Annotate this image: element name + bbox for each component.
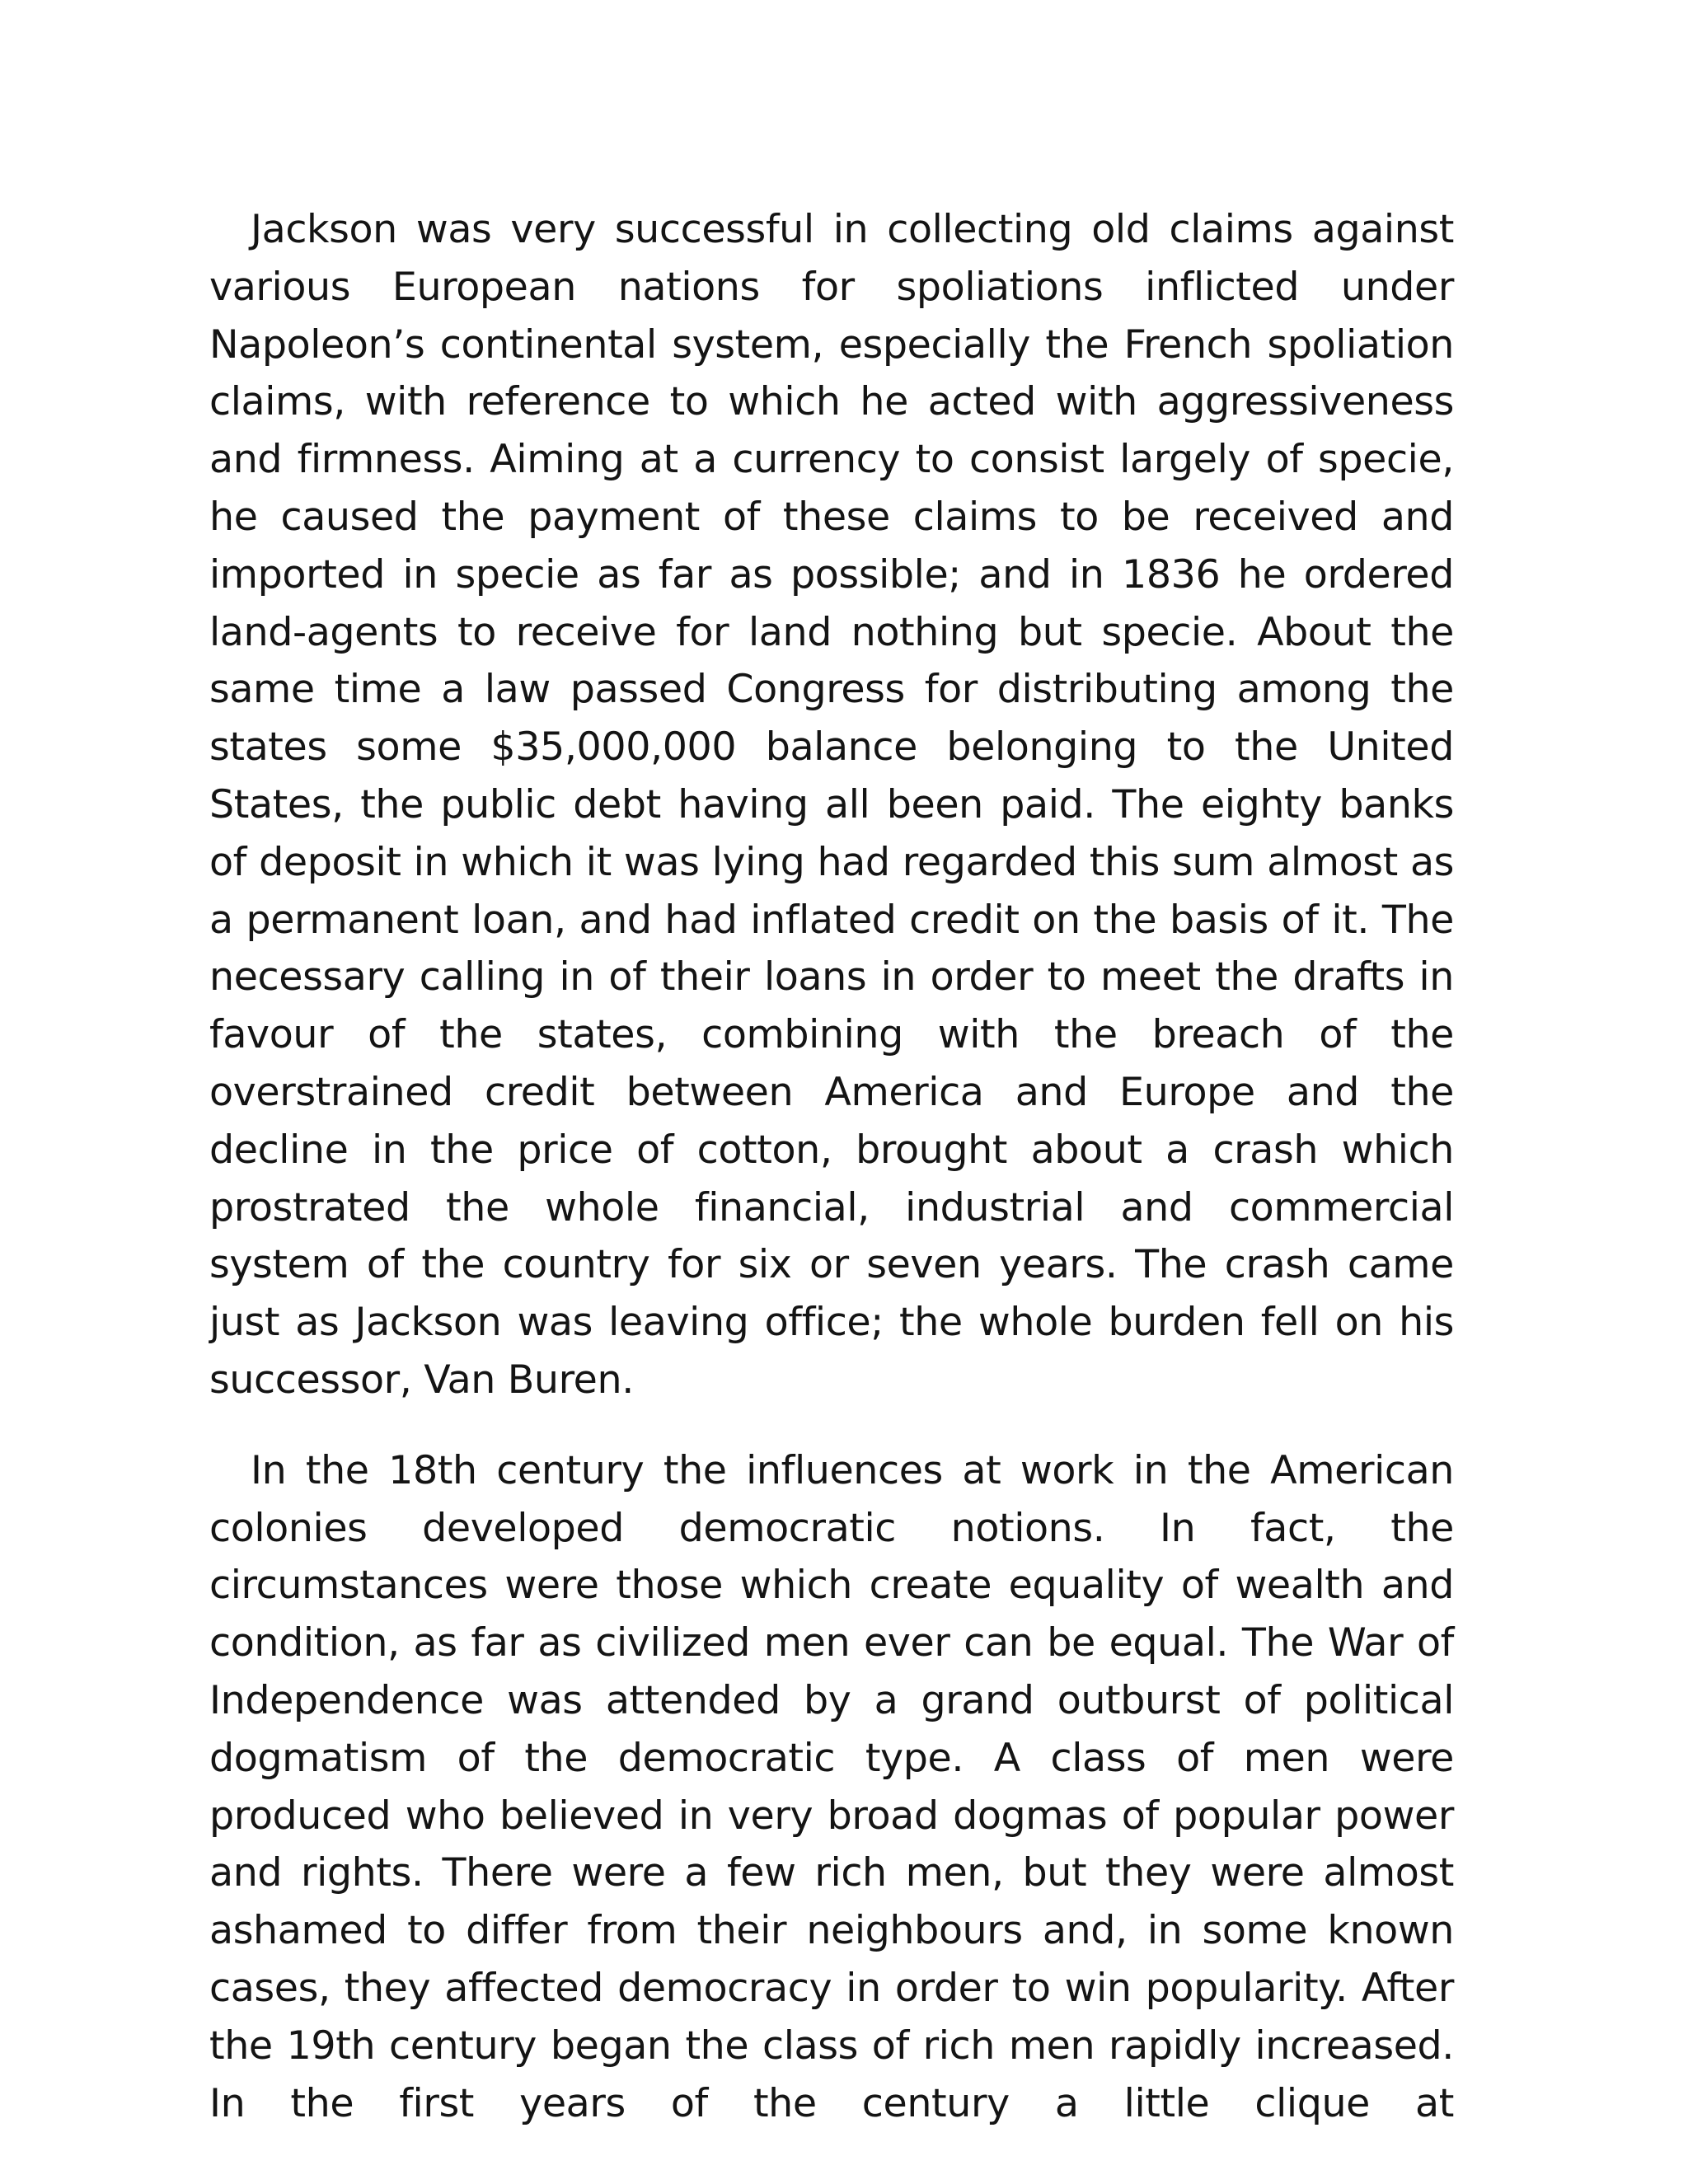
body-text xyxy=(209,201,1454,2132)
paragraph-jackson-claims: Jackson was very successful in collecting old claims against various European nations for spoliations inflicted under Napoleon’s continental system, especially the French spoliation claims, with reference to which he acted with aggressiveness and firmness. Aiming at a currency to consist largely of specie, he caused the payment of these claims to be received and imported in specie as far as possible; and in 1836 he ordered land-agents to receive for land nothing but specie. About the same time a law passed Congress for distributing among the states some $35,000,000 balance belonging to the United States, the public debt having all been paid. The eighty banks of deposit in which it was lying had regarded this sum almost as a permanent loan, and had inflated credit on the basis of it. The necessary calling in of their loans in order to meet the drafts in favour of the states, combining with the breach of the overstrained credit between America and Europe and the decline in the price of cotton, brought about a crash which prostrated the whole financial, industrial and commercial system of the country for six or seven years. The crash came just as Jackson was leaving office; the whole burden fell on his successor, Van Buren. xyxy=(209,207,1454,1403)
paragraph-democratic-notions: In the 18th century the influences at work in the American colonies developed democratic notions. In fact, the circumstances were those which create equality of wealth and condition, as far as civilized men ever can be equal. The War of Independence was attended by a grand outburst of political dogmatism of the democratic type. A class of men were produced who believed in very broad dogmas of popular power and rights. There were a few rich men, but they were almost ashamed to differ from their neighbours and, in some known cases, they affected democracy in order to win popularity. After the 19th century began the class of rich men rapidly increased. In the first years of the century a little clique at xyxy=(209,1447,1454,2126)
